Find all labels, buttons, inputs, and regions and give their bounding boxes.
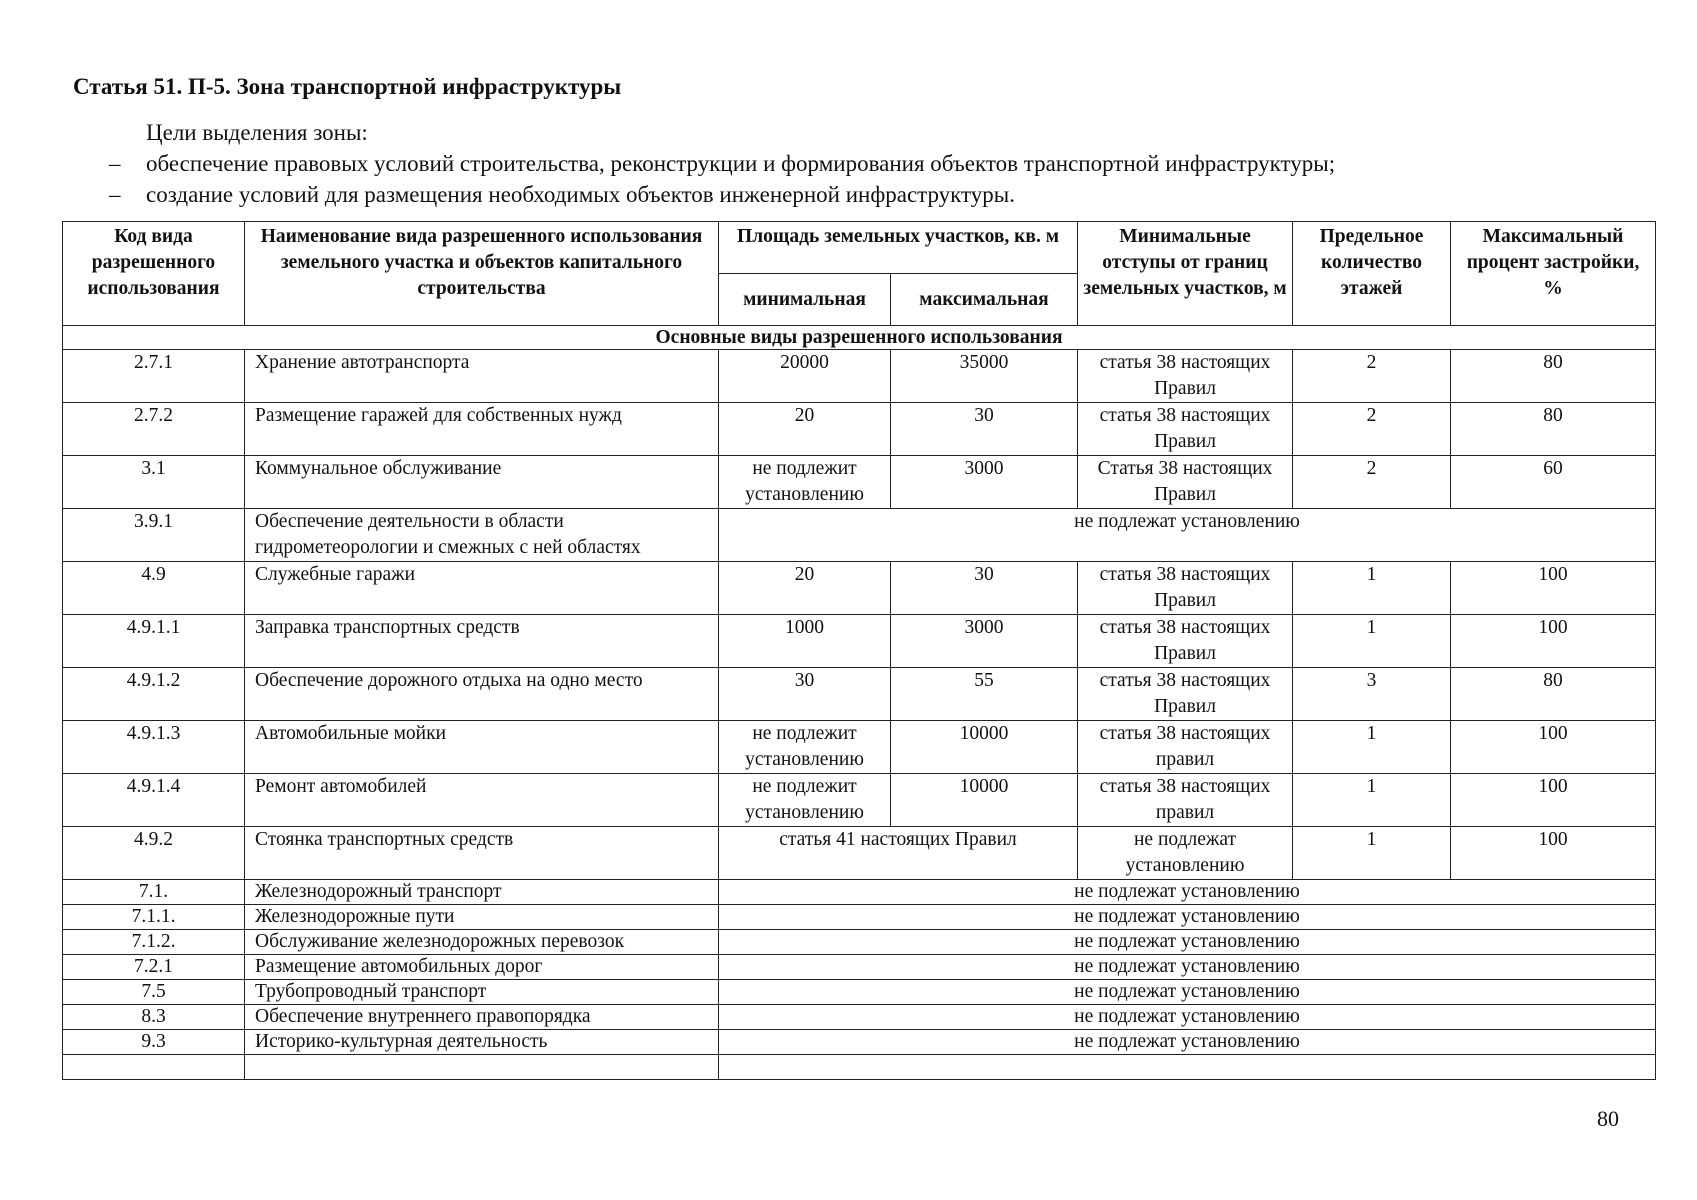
cell-merged-params: не подлежат установлению [719, 930, 1656, 955]
empty-cell [245, 1055, 719, 1080]
cell-setback: статья 38 настоящих правил [1078, 774, 1293, 827]
cell-merged-params: не подлежат установлению [719, 1005, 1656, 1030]
cell-merged-params: не подлежат установлению [719, 880, 1656, 905]
intro-lead: Цели выделения зоны: [146, 120, 368, 145]
cell-area-max: 10000 [891, 774, 1078, 827]
cell-name: Стоянка транспортных средств [245, 827, 719, 880]
cell-area-max: 30 [891, 562, 1078, 615]
header-name: Наименование вида разрешенного использования земельного участка и объектов капитального строительства [245, 222, 719, 326]
cell-floors: 2 [1293, 350, 1451, 403]
table-row [63, 1030, 1656, 1055]
table-row-empty [63, 1055, 1656, 1080]
table-body [63, 326, 1656, 1080]
cell-coverage: 100 [1451, 827, 1656, 880]
zone-regulations-table [62, 221, 1656, 1080]
cell-area-min: 30 [719, 668, 891, 721]
cell-code: 2.7.1 [63, 350, 245, 403]
cell-code: 3.1 [63, 456, 245, 509]
table-row [63, 905, 1656, 930]
cell-setback: Статья 38 настоящих Правил [1078, 456, 1293, 509]
table-row [63, 980, 1656, 1005]
cell-code: 7.1.1. [63, 905, 245, 930]
cell-area-min: 20 [719, 403, 891, 456]
table-row [63, 615, 1656, 668]
cell-setback: не подлежат установлению [1078, 827, 1293, 880]
table-row [63, 350, 1656, 403]
cell-area-max: 10000 [891, 721, 1078, 774]
cell-name: Размещение автомобильных дорог [245, 955, 719, 980]
cell-area-min: 1000 [719, 615, 891, 668]
table-row [63, 827, 1656, 880]
cell-area-max: 3000 [891, 615, 1078, 668]
cell-coverage: 100 [1451, 615, 1656, 668]
header-floors: Предельное количество этажей [1293, 222, 1451, 326]
header-coverage: Максимальный процент застройки, % [1451, 222, 1656, 326]
header-area-max: максимальная [891, 274, 1078, 326]
cell-area-max: 3000 [891, 456, 1078, 509]
table-row [63, 456, 1656, 509]
cell-merged-params: не подлежат установлению [719, 980, 1656, 1005]
cell-area: статья 41 настоящих Правил [719, 827, 1078, 880]
cell-code: 4.9.1.2 [63, 668, 245, 721]
cell-code: 7.5 [63, 980, 245, 1005]
cell-coverage: 80 [1451, 668, 1656, 721]
cell-code: 8.3 [63, 1005, 245, 1030]
cell-merged-params: не подлежат установлению [719, 955, 1656, 980]
cell-floors: 1 [1293, 562, 1451, 615]
table-row [63, 1005, 1656, 1030]
table-row [63, 930, 1656, 955]
cell-setback: статья 38 настоящих Правил [1078, 615, 1293, 668]
cell-setback: статья 38 настоящих правил [1078, 721, 1293, 774]
cell-area-min: 20 [719, 562, 891, 615]
cell-area-min: не подлежит установлению [719, 456, 891, 509]
cell-name: Обеспечение дорожного отдыха на одно место [245, 668, 719, 721]
cell-coverage: 100 [1451, 562, 1656, 615]
cell-merged-params: не подлежат установлению [719, 509, 1656, 562]
cell-area-min: 20000 [719, 350, 891, 403]
cell-code: 4.9.1.1 [63, 615, 245, 668]
page-number: 80 [1597, 1106, 1619, 1131]
cell-area-max: 55 [891, 668, 1078, 721]
section-title: Основные виды разрешенного использования [63, 326, 1656, 350]
cell-code: 7.1. [63, 880, 245, 905]
cell-name: Коммунальное обслуживание [245, 456, 719, 509]
table-row [63, 721, 1656, 774]
cell-name: Обеспечение деятельности в области гидрометеорологии и смежных с ней областях [245, 509, 719, 562]
header-area: Площадь земельных участков, кв. м [719, 222, 1078, 274]
cell-code: 2.7.2 [63, 403, 245, 456]
cell-name: Служебные гаражи [245, 562, 719, 615]
bullet-marker: – [109, 182, 121, 207]
cell-name: Железнодорожные пути [245, 905, 719, 930]
cell-floors: 2 [1293, 456, 1451, 509]
intro-block [0, 117, 1697, 210]
cell-name: Размещение гаражей для собственных нужд [245, 403, 719, 456]
cell-name: Автомобильные мойки [245, 721, 719, 774]
cell-name: Обслуживание железнодорожных перевозок [245, 930, 719, 955]
table-row [63, 668, 1656, 721]
cell-code: 4.9.2 [63, 827, 245, 880]
bullet-item [0, 179, 1697, 210]
cell-coverage: 100 [1451, 774, 1656, 827]
cell-merged-params: не подлежат установлению [719, 905, 1656, 930]
cell-area-min: не подлежит установлению [719, 721, 891, 774]
cell-name: Трубопроводный транспорт [245, 980, 719, 1005]
cell-floors: 3 [1293, 668, 1451, 721]
header-area-min: минимальная [719, 274, 891, 326]
cell-floors: 1 [1293, 827, 1451, 880]
table-row [63, 562, 1656, 615]
table-row [63, 880, 1656, 905]
cell-coverage: 100 [1451, 721, 1656, 774]
empty-cell [63, 1055, 245, 1080]
cell-code: 9.3 [63, 1030, 245, 1055]
cell-floors: 2 [1293, 403, 1451, 456]
bullet-text: обеспечение правовых условий строительства, реконструкции и формирования объектов транспортной инфраструктуры; [146, 151, 1336, 176]
cell-floors: 1 [1293, 721, 1451, 774]
cell-area-min: не подлежит установлению [719, 774, 891, 827]
bullet-item [0, 148, 1697, 179]
cell-setback: статья 38 настоящих Правил [1078, 403, 1293, 456]
cell-name: Хранение автотранспорта [245, 350, 719, 403]
header-code: Код вида разрешенного использования [63, 222, 245, 326]
section-row [63, 326, 1656, 350]
table-header [63, 222, 1656, 326]
cell-name: Железнодорожный транспорт [245, 880, 719, 905]
cell-setback: статья 38 настоящих Правил [1078, 562, 1293, 615]
cell-setback: статья 38 настоящих Правил [1078, 350, 1293, 403]
page-title: Статья 51. П-5. Зона транспортной инфраструктуры [73, 74, 622, 99]
cell-code: 7.1.2. [63, 930, 245, 955]
table-row [63, 509, 1656, 562]
cell-merged-params: не подлежат установлению [719, 1030, 1656, 1055]
cell-name: Обеспечение внутреннего правопорядка [245, 1005, 719, 1030]
cell-coverage: 80 [1451, 403, 1656, 456]
table-row [63, 403, 1656, 456]
cell-area-max: 30 [891, 403, 1078, 456]
cell-name: Ремонт автомобилей [245, 774, 719, 827]
cell-floors: 1 [1293, 615, 1451, 668]
cell-code: 4.9.1.3 [63, 721, 245, 774]
table-row [63, 774, 1656, 827]
cell-code: 3.9.1 [63, 509, 245, 562]
cell-coverage: 80 [1451, 350, 1656, 403]
header-setback: Минимальные отступы от границ земельных участков, м [1078, 222, 1293, 326]
cell-name: Историко-культурная деятельность [245, 1030, 719, 1055]
cell-code: 4.9 [63, 562, 245, 615]
table-row [63, 955, 1656, 980]
cell-coverage: 60 [1451, 456, 1656, 509]
cell-code: 4.9.1.4 [63, 774, 245, 827]
cell-area-max: 35000 [891, 350, 1078, 403]
cell-code: 7.2.1 [63, 955, 245, 980]
empty-cell [719, 1055, 1656, 1080]
cell-name: Заправка транспортных средств [245, 615, 719, 668]
bullet-text: создание условий для размещения необходимых объектов инженерной инфраструктуры. [146, 182, 1016, 207]
bullet-marker: – [109, 151, 121, 176]
cell-floors: 1 [1293, 774, 1451, 827]
cell-setback: статья 38 настоящих Правил [1078, 668, 1293, 721]
